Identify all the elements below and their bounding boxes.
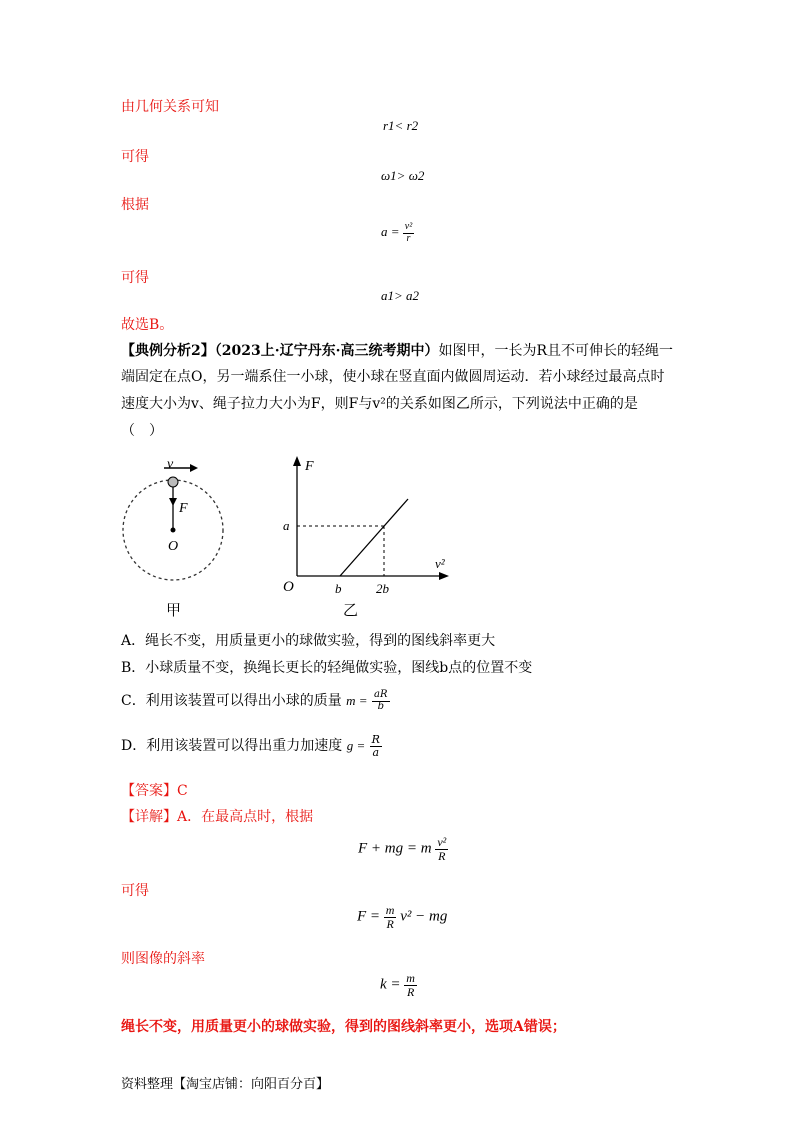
caption-yi: 乙: [343, 601, 359, 619]
conclusion-line: 绳长不变，用质量更小的球做实验，得到的图线斜率更小，选项A错误；: [121, 1019, 566, 1035]
problem-line-3: 速度大小为v、绳子拉力大小为F，则F与v²的关系如图乙所示，下列说法中正确的是: [121, 396, 638, 412]
problem-paren: （ ）: [121, 423, 163, 439]
option-c: [121, 690, 390, 712]
y-axis-arrow: [293, 456, 301, 466]
detail-label: 【详解】: [121, 809, 177, 825]
problem-line-1: [121, 340, 673, 360]
equation-1-lhs: F + mg = m: [358, 840, 432, 857]
geometry-line: 由几何关系可知: [121, 99, 219, 115]
equation-a-den: r: [406, 232, 411, 244]
slope-label: 则图像的斜率: [121, 951, 205, 967]
equation-3-fraction: [404, 972, 417, 998]
equation-a-lhs: a =: [381, 223, 400, 239]
r-relation: r1< r2: [383, 118, 419, 133]
detail-text: A．在最高点时，根据: [177, 809, 314, 825]
ball: [168, 477, 178, 487]
equation-3: [380, 972, 417, 998]
equation-1-den: R: [438, 848, 446, 863]
option-d-lhs: g =: [346, 738, 366, 754]
equation-2-fraction: [384, 904, 397, 930]
graph-line: [340, 499, 408, 576]
equation-2-den: R: [386, 916, 394, 931]
label-O-origin: O: [283, 579, 294, 595]
equation-1: [358, 836, 448, 862]
caption-jia: 甲: [166, 601, 182, 619]
problem-line-2: 端固定在点O，另一端系住一小球，使小球在竖直面内做圆周运动．若小球经过最高点时: [121, 369, 665, 385]
label-F-axis: F: [305, 459, 314, 474]
option-d: [121, 734, 382, 758]
label-2b: 2b: [376, 581, 389, 596]
x-axis-arrow: [439, 572, 449, 580]
genju-line: 根据: [121, 197, 149, 213]
problem-text-1: 如图甲，一长为R且不可伸长的轻绳一: [438, 343, 674, 359]
center-point: [171, 528, 176, 533]
footer-text: 资料整理【淘宝店铺：向阳百分百】: [121, 1077, 330, 1092]
ke-de-line-3: 可得: [121, 883, 149, 899]
omega-relation: ω1> ω2: [381, 168, 425, 183]
label-v: v: [167, 457, 174, 472]
option-c-fraction: [372, 690, 390, 712]
option-d-den: a: [372, 745, 380, 759]
label-O: O: [168, 539, 179, 554]
equation-1-num: v²: [437, 835, 447, 849]
equation-3-den: R: [406, 984, 415, 999]
choose-line: 故选B。: [121, 317, 174, 333]
problem-source: （2023上·辽宁丹东·高三统考期中）: [214, 343, 439, 359]
equation-a-num: v²: [404, 221, 413, 232]
ke-de-line-1: 可得: [121, 149, 149, 165]
option-d-fraction: [370, 734, 382, 758]
equation-3-num: m: [406, 971, 415, 985]
option-d-text: D．利用该装置可以得出重力加速度: [121, 738, 343, 755]
a-relation: a1> a2: [381, 288, 420, 303]
equation-2-rhs: v² − mg: [400, 908, 448, 925]
equation-1-fraction: [435, 836, 448, 862]
equation-2: [357, 904, 447, 930]
option-b: B．小球质量不变，换绳长更长的轻绳做实验，图线b点的位置不变: [121, 660, 533, 676]
option-a: A．绳长不变，用质量更小的球做实验，得到的图线斜率更大: [121, 633, 496, 649]
label-v2: v²: [435, 556, 445, 571]
answer-label: 【答案】C: [121, 783, 188, 799]
figure-jia: [110, 452, 250, 622]
equation-a: [381, 222, 414, 244]
problem-tag: 【典例分析2】: [121, 343, 215, 359]
force-arrowhead: [169, 498, 177, 506]
option-c-num: aR: [374, 689, 388, 700]
ke-de-line-2: 可得: [121, 270, 149, 286]
label-F: F: [179, 501, 188, 516]
option-c-text: C．利用该装置可以得出小球的质量: [121, 693, 342, 709]
equation-2-num: m: [385, 903, 395, 917]
equation-2-lhs: F =: [357, 908, 381, 925]
figure-yi: [275, 452, 475, 622]
equation-a-fraction: [403, 222, 414, 244]
option-d-num: R: [371, 733, 380, 746]
label-a: a: [283, 518, 290, 533]
label-b: b: [335, 581, 342, 596]
option-c-den: b: [377, 700, 384, 712]
equation-3-lhs: k =: [380, 976, 401, 993]
velocity-arrowhead: [190, 464, 198, 472]
detail-line: [121, 806, 313, 826]
option-c-lhs: m =: [346, 693, 368, 708]
